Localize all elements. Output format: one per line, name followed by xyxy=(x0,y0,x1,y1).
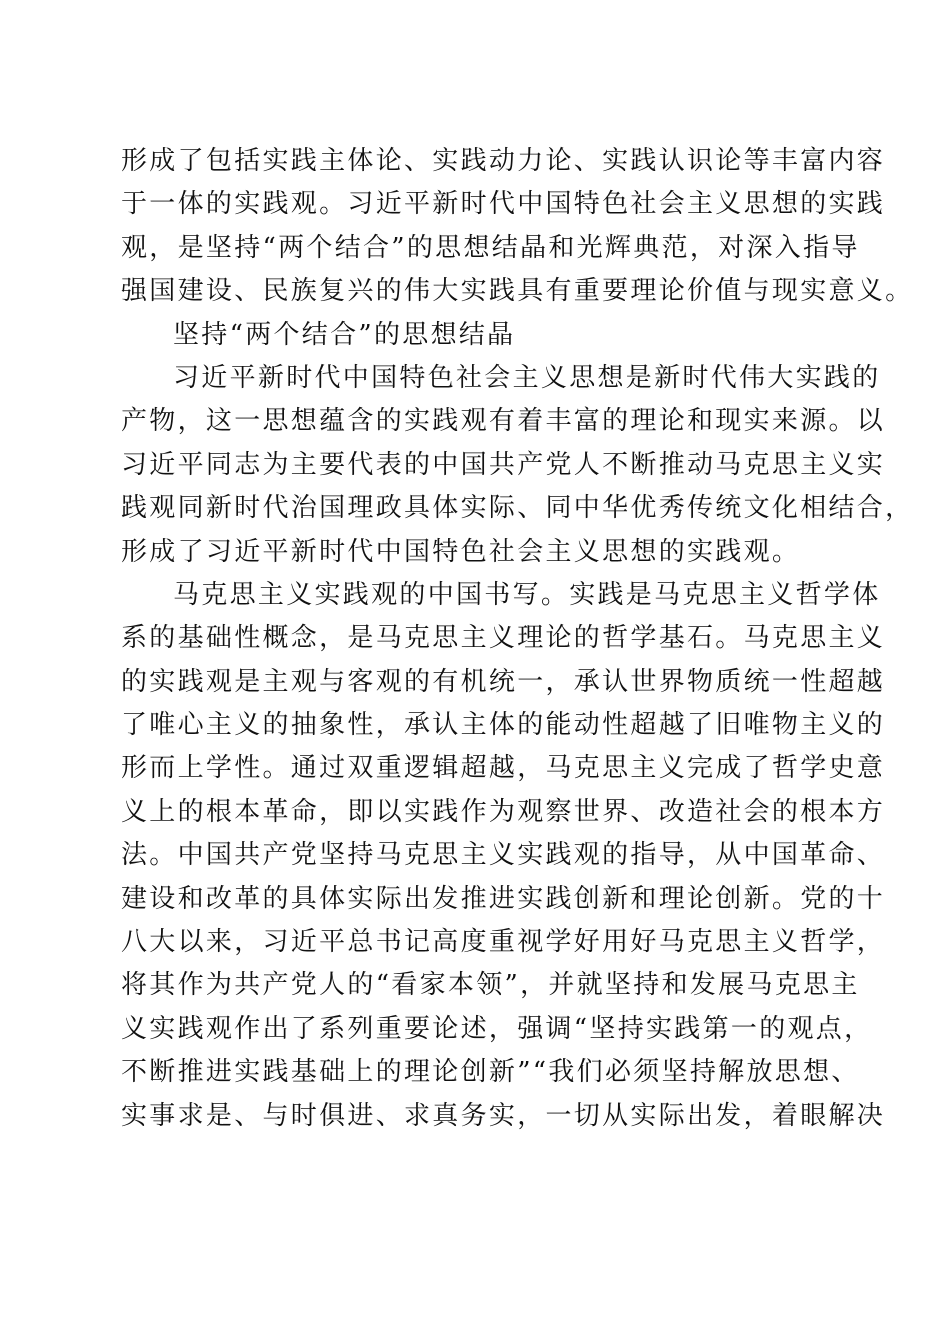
text-line: 了唯心主义的抽象性，承认主体的能动性超越了旧唯物主义的 xyxy=(121,710,886,741)
text-line: 强国建设、民族复兴的伟大实践具有重要理论价值与现实意义。 xyxy=(121,276,914,307)
text-line: 义上的根本革命，即以实践作为观察世界、改造社会的根本方 xyxy=(121,796,886,827)
text-line: 形而上学性。通过双重逻辑超越，马克思主义完成了哲学史意 xyxy=(121,753,886,784)
text-line: 义实践观作出了系列重要论述，强调“坚持实践第一的观点， xyxy=(121,1013,873,1044)
text-line: 观，是坚持“两个结合”的思想结晶和光辉典范，对深入指导 xyxy=(121,232,860,263)
paragraph-start-line: 习近平新时代中国特色社会主义思想是新时代伟大实践的 xyxy=(173,362,881,393)
text-line: 系的基础性概念，是马克思主义理论的哲学基石。马克思主义 xyxy=(121,623,886,654)
text-line: 形成了习近平新时代中国特色社会主义思想的实践观。 xyxy=(121,536,801,567)
text-line: 八大以来，习近平总书记高度重视学好用好马克思主义哲学， xyxy=(121,927,886,958)
text-line: 的实践观是主观与客观的有机统一，承认世界物质统一性超越 xyxy=(121,666,886,697)
text-line: 不断推进实践基础上的理论创新”“我们必须坚持解放思想、 xyxy=(121,1057,860,1088)
body-text xyxy=(121,140,914,1138)
text-line: 产物，这一思想蕴含的实践观有着丰富的理论和现实来源。以 xyxy=(121,406,886,437)
text-line: 于一体的实践观。习近平新时代中国特色社会主义思想的实践 xyxy=(121,189,886,220)
section-heading: 坚持“两个结合”的思想结晶 xyxy=(173,319,516,350)
paragraph-start-line: 马克思主义实践观的中国书写。实践是马克思主义哲学体 xyxy=(173,579,881,610)
text-line: 形成了包括实践主体论、实践动力论、实践认识论等丰富内容 xyxy=(121,146,886,176)
text-line: 践观同新时代治国理政具体实际、同中华优秀传统文化相结合， xyxy=(121,493,914,524)
text-line: 建设和改革的具体实际出发推进实践创新和理论创新。党的十 xyxy=(121,883,886,914)
text-line: 实事求是、与时俱进、求真务实，一切从实际出发，着眼解决 xyxy=(121,1100,886,1131)
text-line: 将其作为共产党人的“看家本领”，并就坚持和发展马克思主 xyxy=(121,970,860,1001)
text-line: 习近平同志为主要代表的中国共产党人不断推动马克思主义实 xyxy=(121,449,886,480)
text-line: 法。中国共产党坚持马克思主义实践观的指导，从中国革命、 xyxy=(121,840,886,871)
